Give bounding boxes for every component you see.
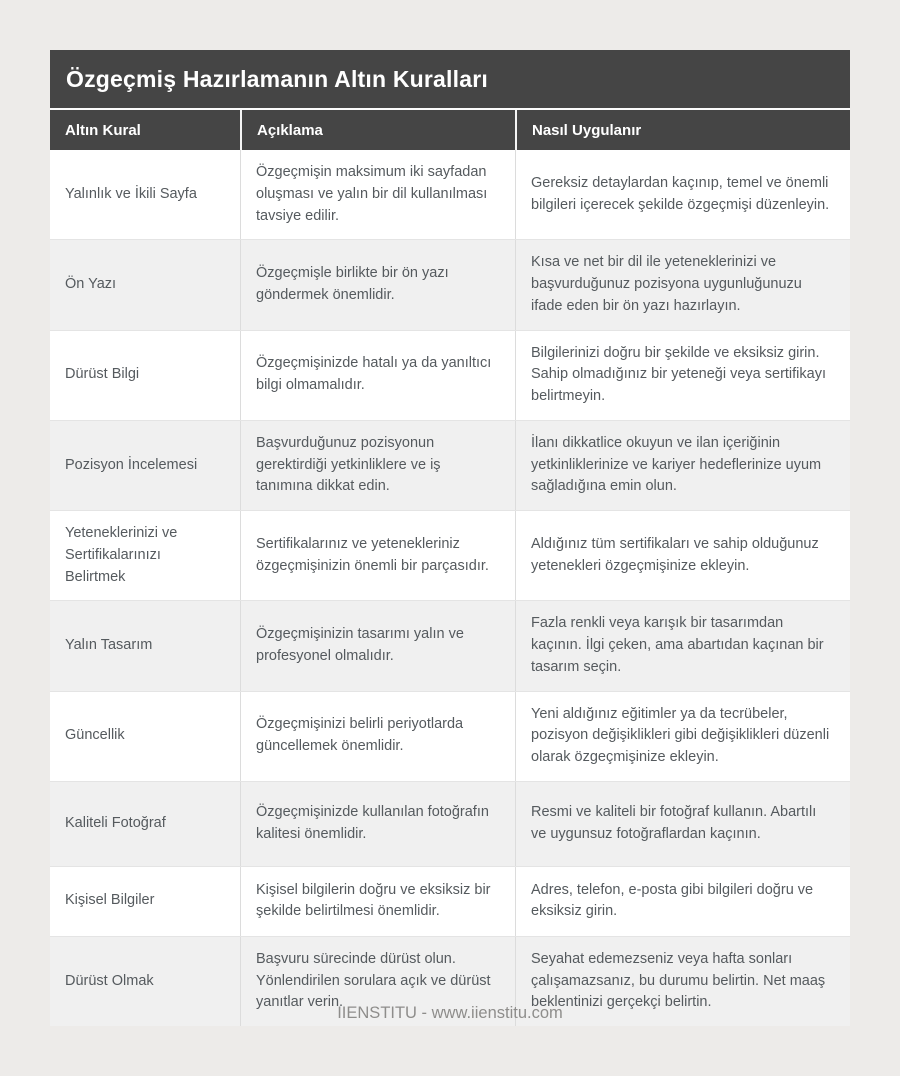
column-header-description: Açıklama bbox=[240, 110, 515, 150]
table-header-row bbox=[50, 110, 850, 150]
cell-how-to-apply: Resmi ve kaliteli bir fotoğraf kullanın. Abartılı ve uygunsuz fotoğraflardan kaçının. bbox=[515, 782, 850, 866]
cell-how-to-apply: Yeni aldığınız eğitimler ya da tecrübeler, pozisyon değişiklikleri gibi değişiklikleri düzenli olarak özgeçmişinize ekleyin. bbox=[515, 692, 850, 781]
table-row bbox=[50, 691, 850, 781]
cell-golden-rule: Pozisyon İncelemesi bbox=[65, 456, 198, 473]
column-header-how-to-apply: Nasıl Uygulanır bbox=[515, 110, 850, 150]
cell-description: Kişisel bilgilerin doğru ve eksiksiz bir şekilde belirtilmesi önemlidir. bbox=[240, 867, 515, 936]
cell-description: Özgeçmişle birlikte bir ön yazı göndermek önemlidir. bbox=[240, 240, 515, 329]
cell-golden-rule: Kişisel Bilgiler bbox=[65, 892, 155, 909]
cell-golden-rule: Yalınlık ve İkili Sayfa bbox=[65, 185, 197, 202]
column-header-golden-rule: Altın Kural bbox=[65, 121, 141, 139]
cell-description: Sertifikalarınız ve yetenekleriniz özgeçmişinizin önemli bir parçasıdır. bbox=[240, 511, 515, 600]
table-row bbox=[50, 330, 850, 420]
cell-how-to-apply: İlanı dikkatlice okuyun ve ilan içeriğinin yetkinliklerinize ve kariyer hedeflerinize uyum sağladığına emin olun. bbox=[515, 421, 850, 510]
cell-description: Başvurduğunuz pozisyonun gerektirdiği yetkinliklere ve iş tanımına dikkat edin. bbox=[240, 421, 515, 510]
cell-how-to-apply: Seyahat edemezseniz veya hafta sonları çalışamazsanız, bu durumu belirtin. Net maaş beklentinizi gerçekçi belirtin. bbox=[515, 937, 850, 1026]
cell-description: Özgeçmişinizde kullanılan fotoğrafın kalitesi önemlidir. bbox=[240, 782, 515, 866]
cell-description: Özgeçmişinizin tasarımı yalın ve profesyonel olmalıdır. bbox=[240, 601, 515, 690]
table-row bbox=[50, 239, 850, 329]
table-row bbox=[50, 420, 850, 510]
table-body bbox=[50, 150, 850, 1026]
cell-golden-rule: Dürüst Olmak bbox=[65, 972, 154, 989]
table-row bbox=[50, 600, 850, 690]
table-row bbox=[50, 781, 850, 866]
table-row bbox=[50, 150, 850, 239]
cell-golden-rule: Yalın Tasarım bbox=[65, 637, 153, 653]
cell-description: Özgeçmişinizde hatalı ya da yanıltıcı bilgi olmamalıdır. bbox=[240, 331, 515, 420]
table-title-bar bbox=[50, 50, 850, 110]
cell-how-to-apply: Aldığınız tüm sertifikaları ve sahip olduğunuz yetenekleri özgeçmişinize ekleyin. bbox=[515, 511, 850, 600]
cell-description: Başvuru sürecinde dürüst olun. Yönlendirilen sorulara açık ve dürüst yanıtlar verin. bbox=[240, 937, 515, 1026]
cv-rules-table-card bbox=[50, 50, 850, 1026]
cell-how-to-apply: Adres, telefon, e-posta gibi bilgileri doğru ve eksiksiz girin. bbox=[515, 867, 850, 936]
cell-how-to-apply: Gereksiz detaylardan kaçınıp, temel ve önemli bilgileri içerecek şekilde özgeçmişi düzenleyin. bbox=[515, 150, 850, 239]
cell-how-to-apply: Kısa ve net bir dil ile yeteneklerinizi ve başvurduğunuz pozisyona uygunluğunuzu ifade eden bir ön yazı hazırlayın. bbox=[515, 240, 850, 329]
cell-how-to-apply: Fazla renkli veya karışık bir tasarımdan kaçının. İlgi çeken, ama abartıdan kaçınan bir tasarım seçin. bbox=[515, 601, 850, 690]
cell-how-to-apply: Bilgilerinizi doğru bir şekilde ve eksiksiz girin. Sahip olmadığınız bir yeteneği veya sertifikayı belirtmeyin. bbox=[515, 331, 850, 420]
cell-golden-rule: Dürüst Bilgi bbox=[65, 366, 140, 383]
table-row bbox=[50, 866, 850, 936]
cell-golden-rule: Ön Yazı bbox=[65, 276, 117, 292]
cell-golden-rule: Kaliteli Fotoğraf bbox=[65, 814, 166, 831]
footer-credit: IIENSTITU - www.iienstitu.com bbox=[337, 1004, 563, 1022]
cell-description: Özgeçmişinizi belirli periyotlarda güncellemek önemlidir. bbox=[240, 692, 515, 781]
cell-golden-rule: Yeteneklerinizi ve Sertifikalarınızı Belirtmek bbox=[65, 525, 178, 585]
cell-description: Özgeçmişin maksimum iki sayfadan oluşması ve yalın bir dil kullanılması tavsiye edilir. bbox=[240, 150, 515, 239]
page-title: Özgeçmiş Hazırlamanın Altın Kuralları bbox=[66, 65, 488, 92]
table-row bbox=[50, 510, 850, 600]
cell-golden-rule: Güncellik bbox=[65, 727, 125, 744]
